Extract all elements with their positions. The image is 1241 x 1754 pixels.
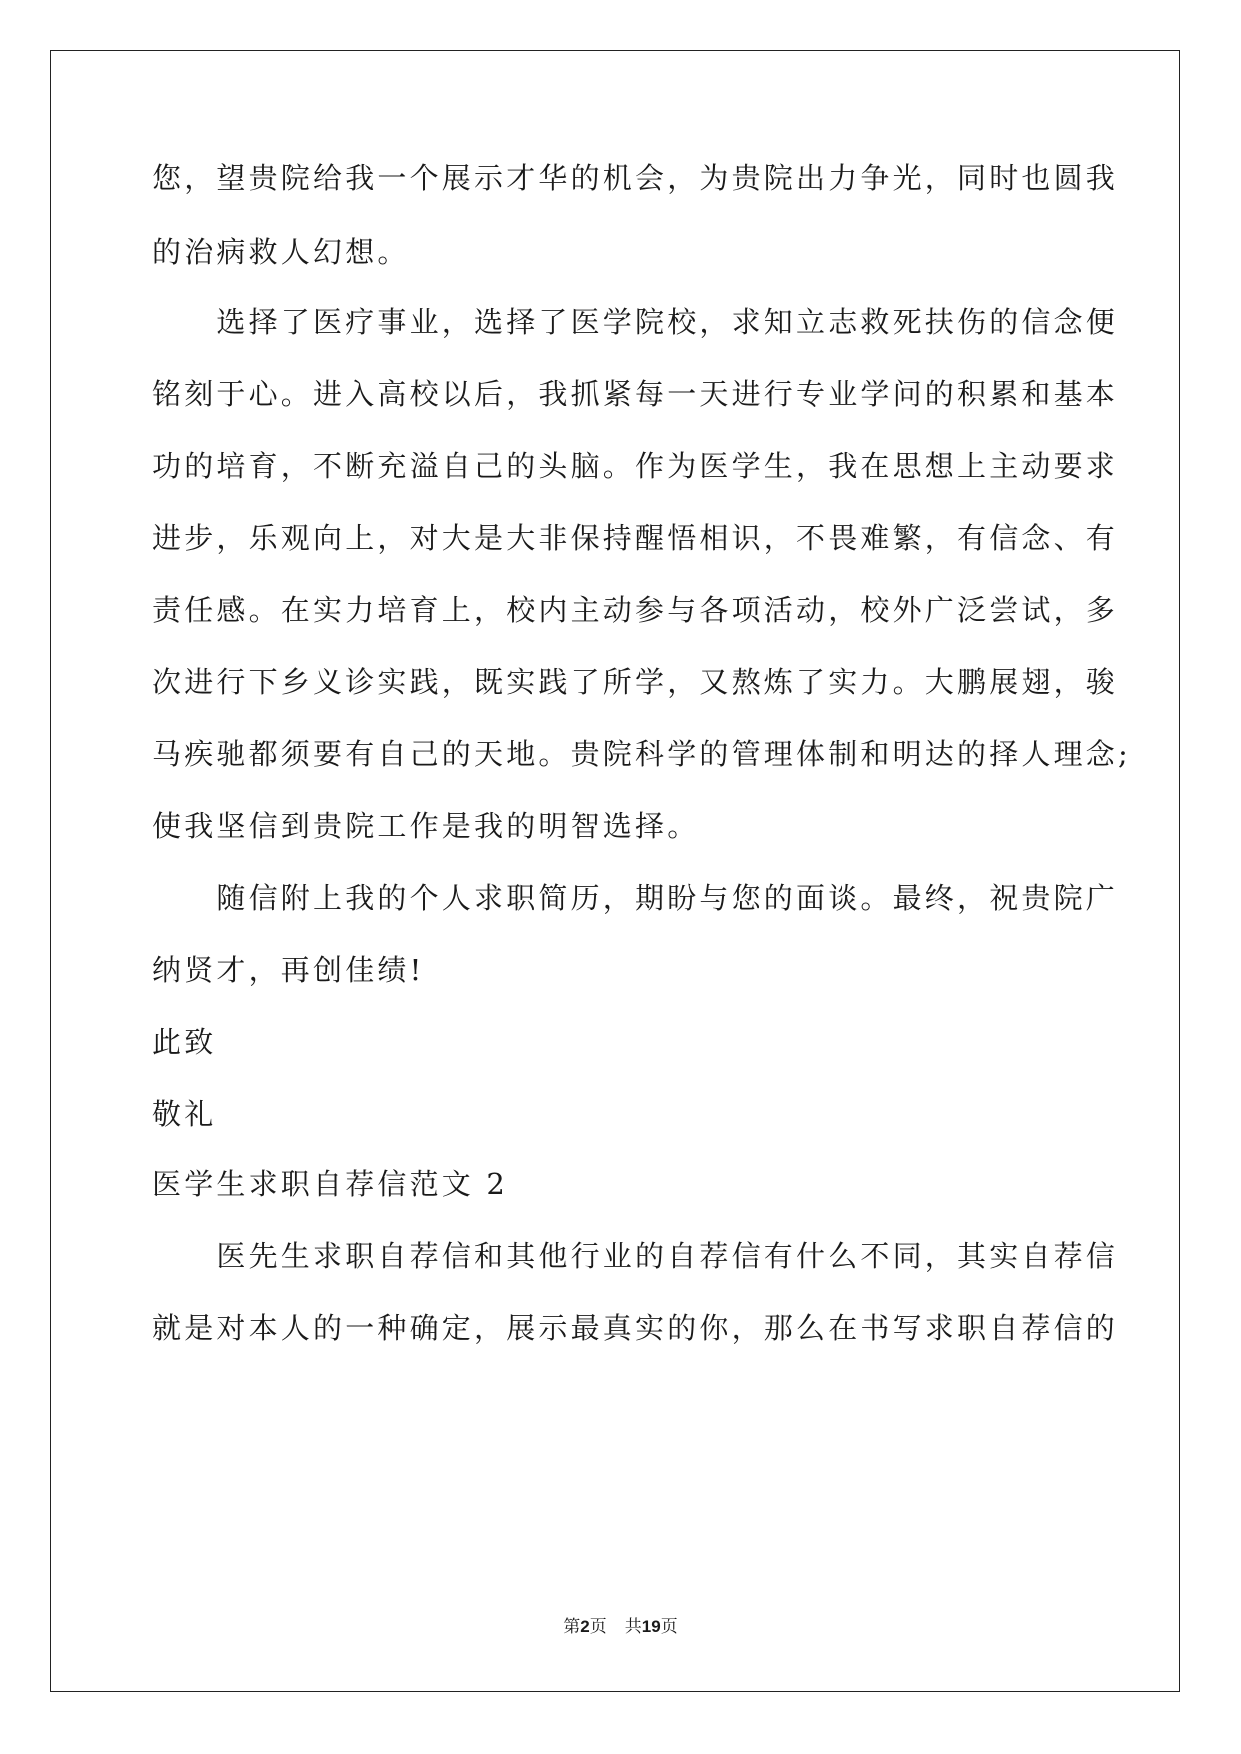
page-footer xyxy=(0,1612,1241,1637)
text-line: 功的培育，不断充溢自己的头脑。作为医学生，我在思想上主动要求 xyxy=(152,449,1119,483)
page-border xyxy=(50,50,1180,1692)
closing-line: 此致 xyxy=(152,1025,217,1059)
text-line: 使我坚信到贵院工作是我的明智选择。 xyxy=(152,809,700,843)
page-current: 2 xyxy=(580,1617,590,1636)
text-line: 的治病救人幻想。 xyxy=(152,235,410,269)
text-line: 责任感。在实力培育上，校内主动参与各项活动，校外广泛尝试，多 xyxy=(152,593,1119,627)
text-line: 就是对本人的一种确定，展示最真实的你，那么在书写求职自荐信的 xyxy=(152,1311,1119,1345)
text-line: 纳贤才，再创佳绩! xyxy=(152,953,425,987)
text-line: 进步，乐观向上，对大是大非保持醒悟相识，不畏难繁，有信念、有 xyxy=(152,521,1119,555)
text-line: 随信附上我的个人求职简历，期盼与您的面谈。最终，祝贵院广 xyxy=(152,881,1119,915)
text-line: 次进行下乡义诊实践，既实践了所学，又熬炼了实力。大鹏展翅，骏 xyxy=(152,665,1119,699)
salutation-line: 敬礼 xyxy=(152,1097,217,1131)
page-total: 19 xyxy=(641,1617,661,1636)
text-line: 医先生求职自荐信和其他行业的自荐信有什么不同，其实自荐信 xyxy=(152,1239,1119,1273)
page-prefix: 第 xyxy=(563,1617,581,1637)
text-line: 马疾驰都须要有自己的天地。贵院科学的管理体制和明达的择人理念; xyxy=(152,737,1131,771)
text-line: 铭刻于心。进入高校以后，我抓紧每一天进行专业学问的积累和基本 xyxy=(152,377,1119,411)
page-unit: 页 xyxy=(589,1617,607,1637)
text-line: 您，望贵院给我一个展示才华的机会，为贵院出力争光，同时也圆我 xyxy=(152,161,1119,195)
section-heading: 医学生求职自荐信范文 2 xyxy=(152,1167,509,1201)
total-prefix: 共 xyxy=(624,1617,642,1637)
text-line: 选择了医疗事业，选择了医学院校，求知立志救死扶伤的信念便 xyxy=(152,305,1119,339)
total-unit: 页 xyxy=(660,1617,678,1637)
